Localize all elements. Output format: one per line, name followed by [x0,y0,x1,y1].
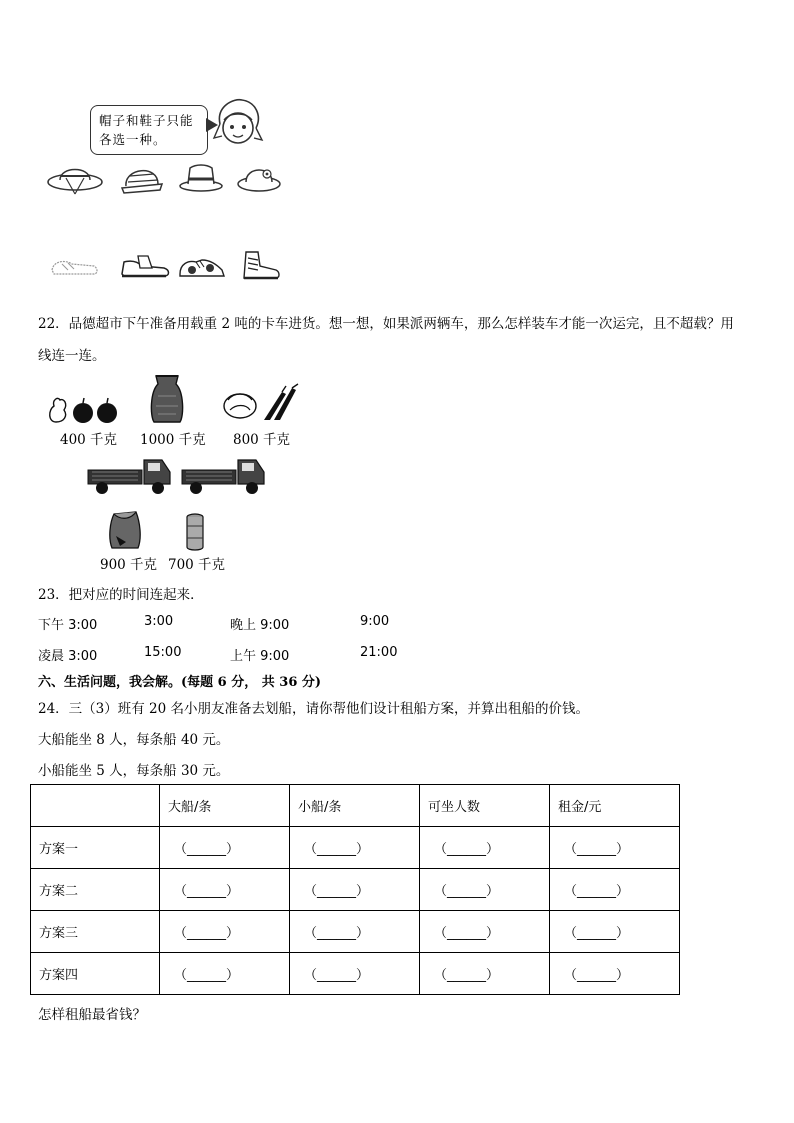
time-15-00: 15:00 [144,645,182,660]
weight-700: 700 千克 [168,557,226,573]
q24-question: 怎样租船最省钱？ [38,1007,146,1023]
rental-plan-table [30,784,680,995]
flower-hat-icon [236,162,282,196]
leather-shoe-icon [118,250,172,282]
q24-text-line1: 24．三（3）班有 20 名小朋友准备去划船，请你帮他们设计租船方案，并算出租船的价钱。 [38,701,590,717]
table-header-cell [31,785,160,827]
table-header-cell: 租金/元 [550,785,680,827]
answer-blank[interactable]: （______） [290,827,420,869]
fedora-icon [178,162,224,196]
table-row [31,827,680,869]
weight-800: 800 千克 [233,432,291,448]
answer-blank[interactable]: （______） [550,869,680,911]
plan-name: 方案一 [31,827,160,869]
time-21-00: 21:00 [360,645,398,660]
answer-blank[interactable]: （______） [550,911,680,953]
sun-hat-icon [46,160,104,198]
speech-bubble [90,105,208,155]
girl-icon [212,98,264,154]
time-morning-9: 上午 9:00 [230,649,290,664]
section6-heading: 六、生活问题，我会解。(每题 6 分， 共 36 分) [38,675,322,690]
barrel-icon [184,512,206,552]
vegetable-icon [220,382,302,422]
answer-blank[interactable]: （______） [290,869,420,911]
table-header-cell: 大船/条 [160,785,290,827]
sport-shoe-icon [176,250,228,282]
table-row [31,953,680,995]
time-9-00: 9:00 [360,614,390,629]
answer-blank[interactable]: （______） [420,827,550,869]
truck-1-icon [86,454,174,496]
cap-icon [118,160,166,198]
speech-text: 帽子和鞋子只能各选一种。 [99,113,194,147]
lace-boot-icon [236,248,282,282]
answer-blank[interactable]: （______） [550,827,680,869]
q24-text-line3: 小船能坐 5 人，每条船 30 元。 [38,763,230,779]
answer-blank[interactable]: （______） [420,911,550,953]
time-3-00: 3:00 [144,614,174,629]
table-header-row [31,785,680,827]
weight-400: 400 千克 [60,432,118,448]
table-row [31,911,680,953]
answer-blank[interactable]: （______） [550,953,680,995]
answer-blank[interactable]: （______） [420,953,550,995]
time-afternoon-3: 下午 3:00 [38,618,98,633]
time-early-morning-3: 凌晨 3:00 [38,649,98,664]
answer-blank[interactable]: （______） [420,869,550,911]
bag-icon [106,508,146,552]
plan-name: 方案四 [31,953,160,995]
plan-name: 方案二 [31,869,160,911]
table-header-cell: 小船/条 [290,785,420,827]
sneaker-icon [48,252,100,280]
answer-blank[interactable]: （______） [290,911,420,953]
q24-text-line2: 大船能坐 8 人，每条船 40 元。 [38,732,230,748]
q23-title: 23．把对应的时间连起来． [38,587,204,603]
plan-name: 方案三 [31,911,160,953]
table-row [31,869,680,911]
time-evening-9: 晚上 9:00 [230,618,290,633]
weight-1000: 1000 千克 [140,432,206,448]
weight-900: 900 千克 [100,557,158,573]
truck-2-icon [180,454,268,496]
answer-blank[interactable]: （______） [160,911,290,953]
answer-blank[interactable]: （______） [160,869,290,911]
q22-text-line2: 线连一连。 [38,348,106,364]
q22-text-line1: 22．品德超市下午准备用载重 2 吨的卡车进货。想一想，如果派两辆车，那么怎样装车才能一次运完，且不超载？用 [38,316,734,332]
answer-blank[interactable]: （______） [160,827,290,869]
table-header-cell: 可坐人数 [420,785,550,827]
answer-blank[interactable]: （______） [290,953,420,995]
answer-blank[interactable]: （______） [160,953,290,995]
sack-icon [148,372,186,424]
fruit-icon [46,392,120,426]
